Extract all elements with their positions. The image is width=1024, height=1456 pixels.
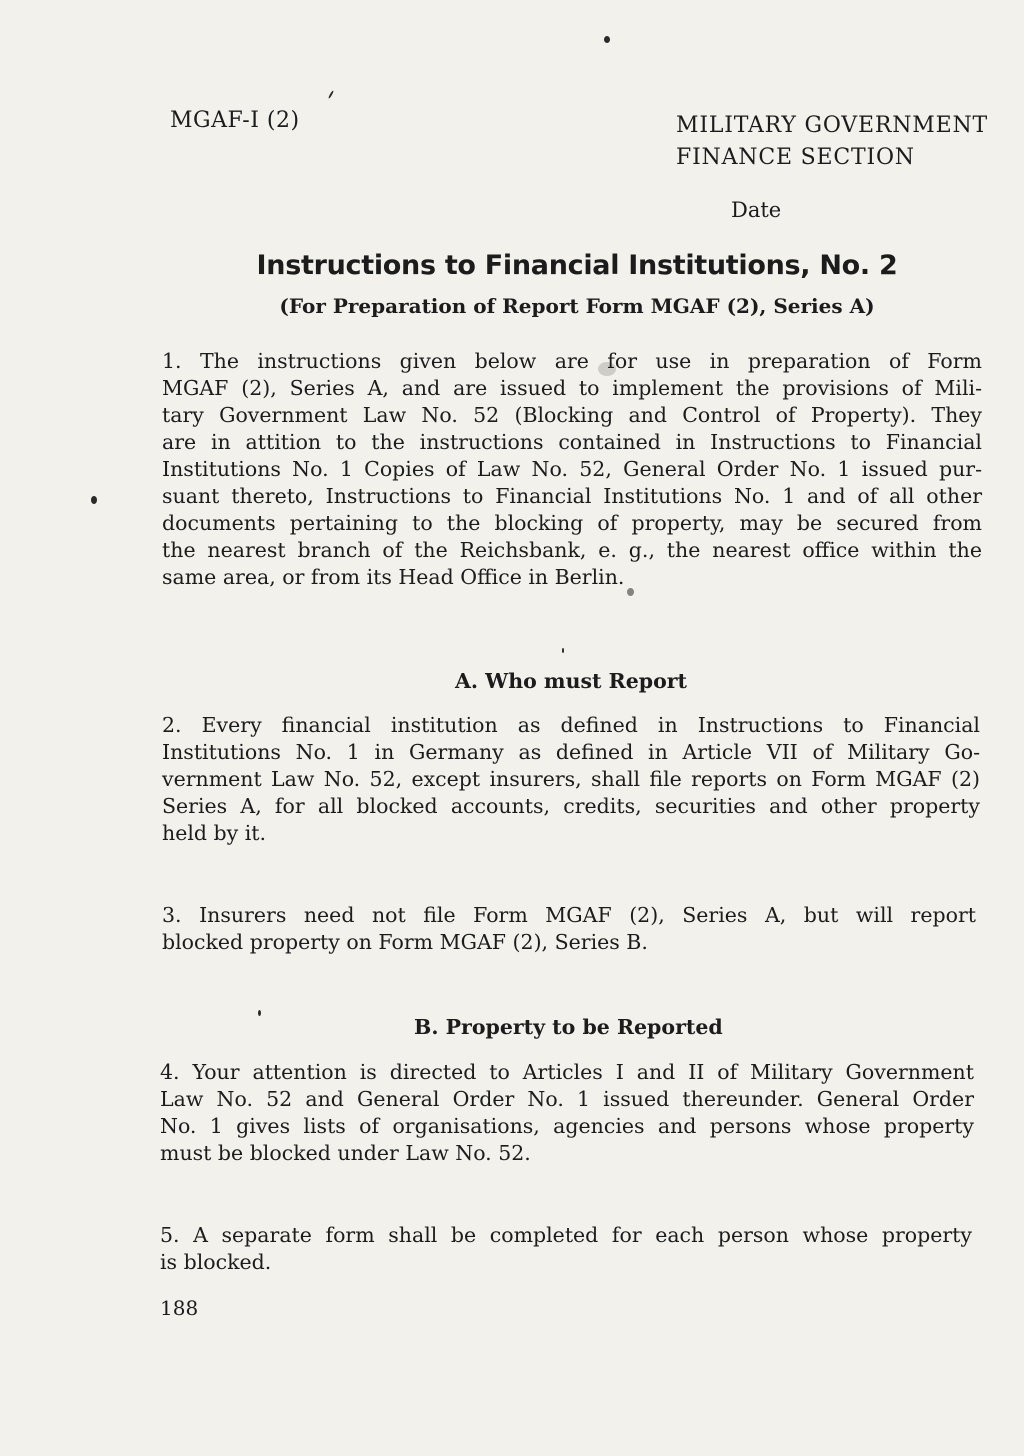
form-code: MGAF-I (2) (170, 108, 300, 133)
text-line: blocked property on Form MGAF (2), Series B. (162, 930, 648, 954)
text-line: vernment Law No. 52, except insurers, shall file reports on Form MGAF (2) (162, 767, 980, 791)
section-heading-a: A. Who must Report (455, 669, 688, 693)
text-line: MGAF (2), Series A, and are issued to implement the provisions of Mili- (162, 376, 982, 400)
paragraph-2 (162, 712, 980, 847)
text-line: Institutions No. 1 in Germany as defined in Article VII of Military Go- (162, 740, 980, 764)
paragraph-5 (160, 1222, 972, 1276)
scan-speck (562, 648, 564, 653)
text-line: 4. Your attention is directed to Articles I and II of Military Government (160, 1060, 974, 1084)
scan-speck (328, 90, 334, 99)
text-line: Law No. 52 and General Order No. 1 issued thereunder. General Order (160, 1087, 974, 1111)
text-line: is blocked. (160, 1250, 272, 1274)
text-line: 1. The instructions given below are for use in preparation of Form (162, 349, 982, 373)
document-title: Instructions to Financial Institutions, No. 2 (256, 250, 898, 281)
paragraph-1 (162, 348, 982, 591)
paragraph-4 (160, 1059, 974, 1167)
text-line: Series A, for all blocked accounts, credits, securities and other property (162, 794, 980, 818)
text-line: 2. Every financial institution as defined in Instructions to Financial (162, 713, 980, 737)
text-line: No. 1 gives lists of organisations, agencies and persons whose property (160, 1114, 974, 1138)
text-line: Institutions No. 1 Copies of Law No. 52, General Order No. 1 issued pur- (162, 457, 982, 481)
document-subtitle: (For Preparation of Report Form MGAF (2), Series A) (279, 294, 875, 318)
section-heading-b: B. Property to be Reported (414, 1015, 723, 1039)
page-number: 188 (160, 1296, 199, 1320)
authority-line: MILITARY GOVERNMENT (676, 113, 988, 138)
text-line: the nearest branch of the Reichsbank, e. g., the nearest office within the (162, 538, 982, 562)
scan-speck (604, 36, 610, 43)
text-line: must be blocked under Law No. 52. (160, 1141, 531, 1165)
text-line: 5. A separate form shall be completed for each person whose property (160, 1223, 972, 1247)
text-line: documents pertaining to the blocking of property, may be secured from (162, 511, 982, 535)
issuing-authority (676, 110, 988, 174)
text-line: same area, or from its Head Office in Berlin. (162, 565, 625, 589)
text-line: tary Government Law No. 52 (Blocking and Control of Property). They (162, 403, 982, 427)
paragraph-3 (162, 902, 976, 956)
date-label: Date (731, 198, 782, 222)
text-line: 3. Insurers need not file Form MGAF (2), Series A, but will report (162, 903, 976, 927)
text-line: are in attition to the instructions contained in Instructions to Financial (162, 430, 982, 454)
scan-speck (258, 1010, 261, 1016)
scan-speck (91, 496, 97, 504)
authority-line: FINANCE SECTION (676, 145, 915, 170)
text-line: held by it. (162, 821, 267, 845)
text-line: suant thereto, Instructions to Financial Institutions No. 1 and of all other (162, 484, 982, 508)
